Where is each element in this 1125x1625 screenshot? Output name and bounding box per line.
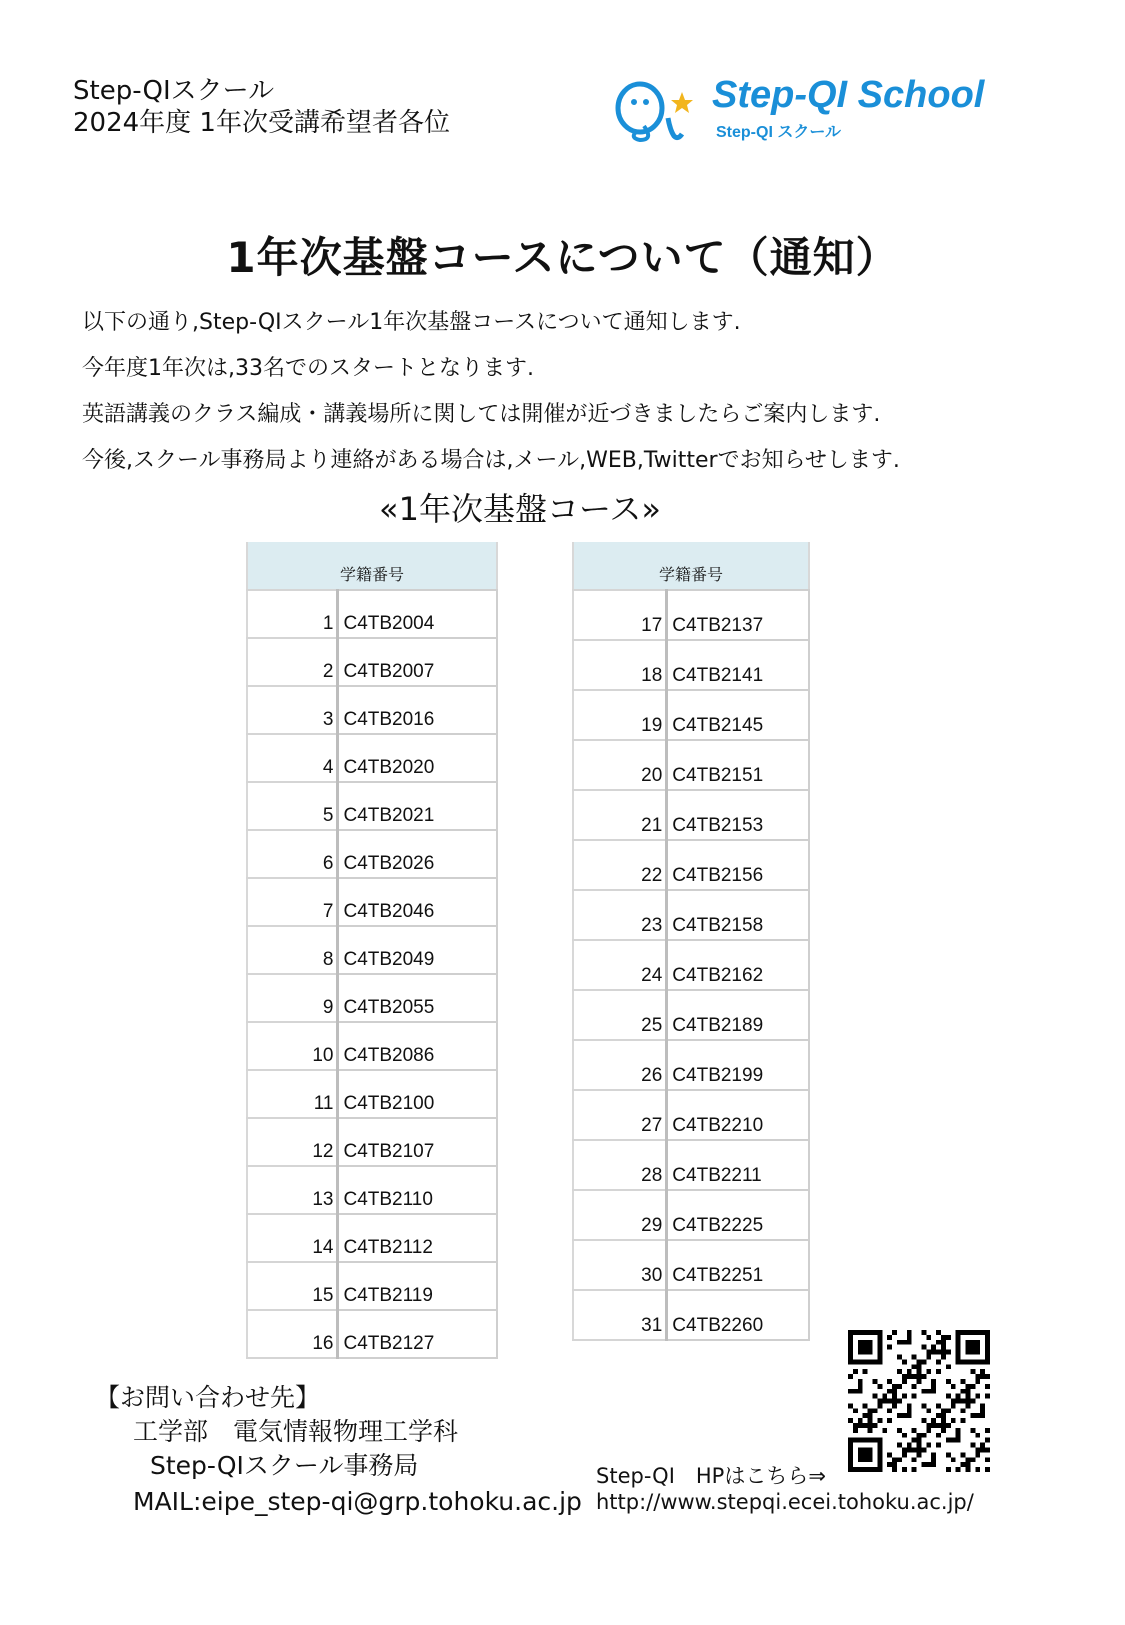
student-id: C4TB2156 xyxy=(667,840,809,890)
table-row xyxy=(573,790,809,840)
student-id: C4TB2100 xyxy=(338,1070,497,1118)
row-number: 18 xyxy=(573,640,667,690)
student-id: C4TB2137 xyxy=(667,590,809,640)
logo-name: Step-QI School xyxy=(712,74,985,116)
student-id: C4TB2225 xyxy=(667,1190,809,1240)
row-number: 11 xyxy=(247,1070,338,1118)
contact-department: 工学部 電気情報物理工学科 xyxy=(133,1417,459,1446)
notice-body xyxy=(82,300,900,484)
table-row xyxy=(573,1040,809,1090)
row-number: 7 xyxy=(247,878,338,926)
roster-table-1 xyxy=(246,542,498,1359)
header-line-1: Step-QIスクール xyxy=(73,76,275,106)
student-id: C4TB2086 xyxy=(338,1022,497,1070)
row-number: 28 xyxy=(573,1140,667,1190)
table-row xyxy=(573,940,809,990)
row-number: 8 xyxy=(247,926,338,974)
row-number: 6 xyxy=(247,830,338,878)
contact-office: Step-QIスクール事務局 xyxy=(150,1451,419,1480)
row-number: 5 xyxy=(247,782,338,830)
row-number: 30 xyxy=(573,1240,667,1290)
table-row xyxy=(247,1262,497,1310)
student-id: C4TB2127 xyxy=(338,1310,497,1358)
notice-paragraph-1: 以下の通り,Step-QIスクール1年次基盤コースについて通知します. xyxy=(82,310,741,335)
student-id: C4TB2211 xyxy=(667,1140,809,1190)
row-number: 13 xyxy=(247,1166,338,1214)
row-number: 31 xyxy=(573,1290,667,1340)
homepage-label: Step-QI HPはこちら⇒ xyxy=(596,1464,826,1488)
row-number: 24 xyxy=(573,940,667,990)
row-number: 2 xyxy=(247,638,338,686)
table-row xyxy=(247,638,497,686)
page-title: 1年次基盤コースについて（通知） xyxy=(226,233,899,282)
qi-mascot-icon xyxy=(610,78,695,144)
logo-subname: Step-QI スクール xyxy=(716,124,842,141)
row-number: 23 xyxy=(573,890,667,940)
table-row xyxy=(573,690,809,740)
table-row xyxy=(573,640,809,690)
table-row xyxy=(573,590,809,640)
table-row xyxy=(573,840,809,890)
student-id: C4TB2055 xyxy=(338,974,497,1022)
table-row xyxy=(573,1090,809,1140)
student-id: C4TB2251 xyxy=(667,1240,809,1290)
row-number: 1 xyxy=(247,590,338,638)
table-row xyxy=(247,1022,497,1070)
notice-paragraph-3: 英語講義のクラス編成・講義場所に関しては開催が近づきましたらご案内します. xyxy=(82,402,881,427)
table-row xyxy=(573,1190,809,1240)
row-number: 16 xyxy=(247,1310,338,1358)
student-id: C4TB2158 xyxy=(667,890,809,940)
student-id: C4TB2046 xyxy=(338,878,497,926)
table-row xyxy=(573,990,809,1040)
student-id: C4TB2260 xyxy=(667,1290,809,1340)
row-number: 29 xyxy=(573,1190,667,1240)
table-row xyxy=(247,686,497,734)
student-id: C4TB2049 xyxy=(338,926,497,974)
student-id: C4TB2141 xyxy=(667,640,809,690)
row-number: 19 xyxy=(573,690,667,740)
student-id: C4TB2151 xyxy=(667,740,809,790)
student-id: C4TB2119 xyxy=(338,1262,497,1310)
table-header: 学籍番号 xyxy=(247,542,497,590)
table-row xyxy=(247,1118,497,1166)
notice-paragraph-2: 今年度1年次は,33名でのスタートとなります. xyxy=(82,356,534,381)
table-row xyxy=(247,974,497,1022)
table-row xyxy=(247,1214,497,1262)
student-id: C4TB2199 xyxy=(667,1040,809,1090)
course-title: «1年次基盤コース» xyxy=(379,490,661,528)
table-row xyxy=(247,734,497,782)
table-row xyxy=(247,590,497,638)
row-number: 12 xyxy=(247,1118,338,1166)
table-row xyxy=(247,830,497,878)
student-id: C4TB2020 xyxy=(338,734,497,782)
table-row xyxy=(247,878,497,926)
contact-heading: 【お問い合わせ先】 xyxy=(95,1383,321,1412)
row-number: 20 xyxy=(573,740,667,790)
homepage-url[interactable]: http://www.stepqi.ecei.tohoku.ac.jp/ xyxy=(596,1490,974,1514)
student-id: C4TB2145 xyxy=(667,690,809,740)
student-id: C4TB2189 xyxy=(667,990,809,1040)
row-number: 21 xyxy=(573,790,667,840)
student-id: C4TB2110 xyxy=(338,1166,497,1214)
row-number: 3 xyxy=(247,686,338,734)
row-number: 25 xyxy=(573,990,667,1040)
header-line-2: 2024年度 1年次受講希望者各位 xyxy=(73,108,450,138)
student-id: C4TB2107 xyxy=(338,1118,497,1166)
student-id: C4TB2210 xyxy=(667,1090,809,1140)
row-number: 14 xyxy=(247,1214,338,1262)
table-row xyxy=(247,782,497,830)
qr-code-icon xyxy=(848,1330,990,1472)
table-row xyxy=(247,1166,497,1214)
student-id: C4TB2026 xyxy=(338,830,497,878)
student-id: C4TB2162 xyxy=(667,940,809,990)
row-number: 26 xyxy=(573,1040,667,1090)
row-number: 10 xyxy=(247,1022,338,1070)
table-row xyxy=(573,890,809,940)
row-number: 15 xyxy=(247,1262,338,1310)
roster-table-2 xyxy=(572,542,810,1341)
row-number: 4 xyxy=(247,734,338,782)
notice-paragraph-4: 今後,スクール事務局より連絡がある場合は,メール,WEB,Twitterでお知らせします. xyxy=(82,448,900,473)
student-id: C4TB2021 xyxy=(338,782,497,830)
student-id: C4TB2153 xyxy=(667,790,809,840)
row-number: 22 xyxy=(573,840,667,890)
student-id: C4TB2016 xyxy=(338,686,497,734)
table-row xyxy=(247,1070,497,1118)
table-row xyxy=(247,926,497,974)
table-header: 学籍番号 xyxy=(573,542,809,590)
row-number: 9 xyxy=(247,974,338,1022)
student-id: C4TB2007 xyxy=(338,638,497,686)
student-id: C4TB2112 xyxy=(338,1214,497,1262)
table-row xyxy=(573,1240,809,1290)
row-number: 17 xyxy=(573,590,667,640)
row-number: 27 xyxy=(573,1090,667,1140)
table-row xyxy=(247,1310,497,1358)
student-id: C4TB2004 xyxy=(338,590,497,638)
contact-mail: MAIL:eipe_step-qi@grp.tohoku.ac.jp xyxy=(133,1487,582,1516)
table-row xyxy=(573,1290,809,1340)
table-row xyxy=(573,1140,809,1190)
table-row xyxy=(573,740,809,790)
